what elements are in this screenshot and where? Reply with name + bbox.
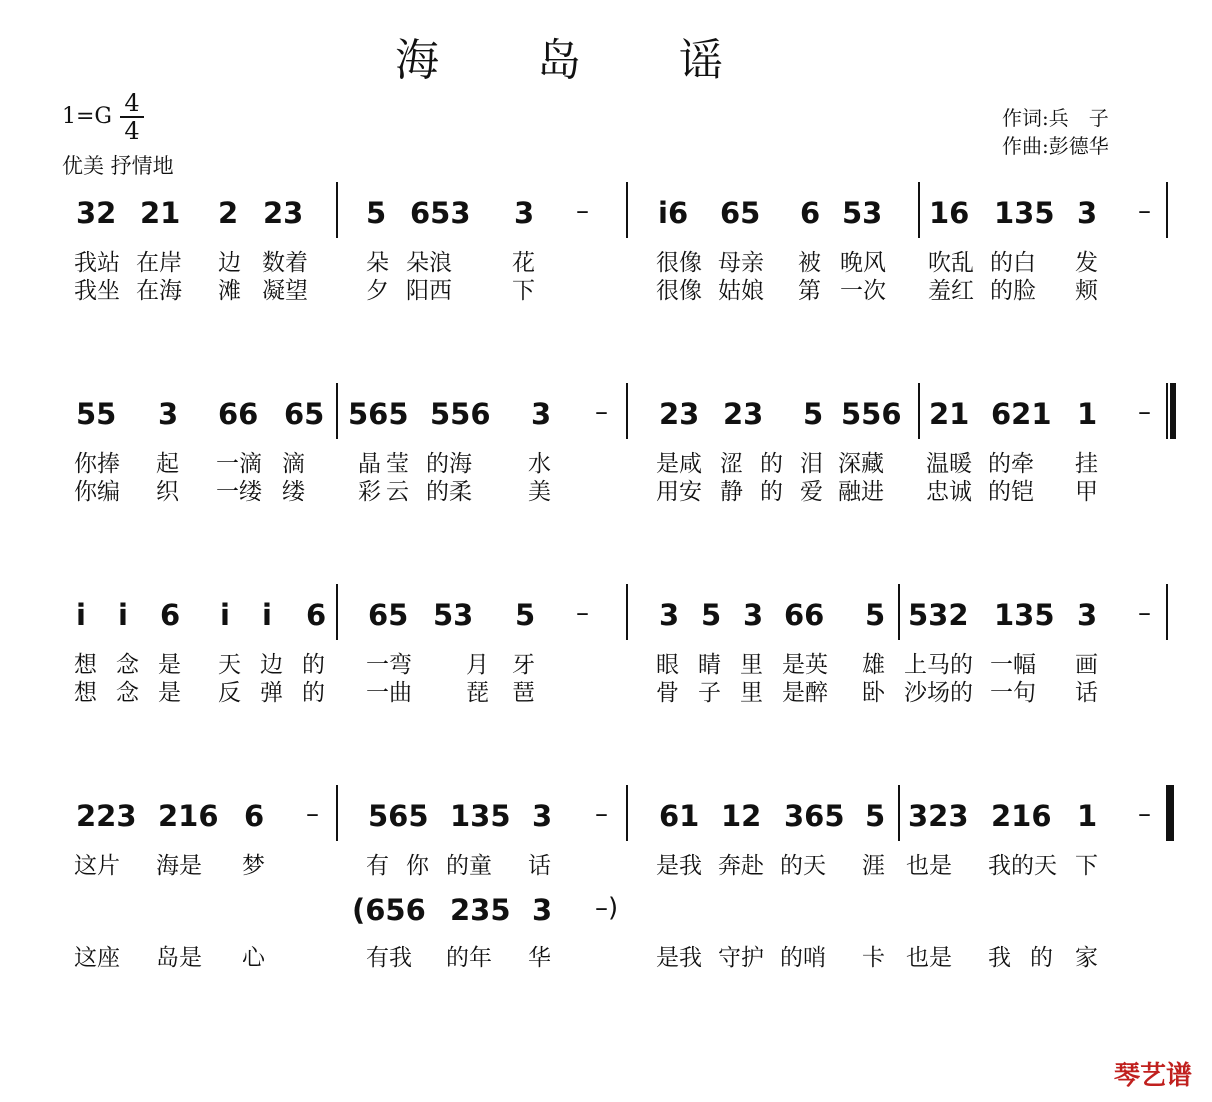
extension-dash: – [1138, 397, 1151, 427]
lyric-verse-1: 滴 [282, 451, 305, 477]
lyric-verse-2: 是醉 [782, 680, 828, 706]
lyric-verse-2: 的哨 [780, 945, 826, 971]
lyric-verse-1: 是英 [782, 652, 828, 678]
bar-line [626, 785, 628, 841]
lyric-verse-1: 梦 [242, 853, 265, 879]
lyric-verse-2: 是我 [656, 945, 702, 971]
note-group: 65 [368, 598, 409, 632]
note-group: 1 [1077, 799, 1098, 833]
lyric-verse-2: 滩 [218, 278, 241, 304]
note-group: 556 [841, 397, 902, 431]
lyric-verse-2: 羞红 [928, 278, 974, 304]
lyric-verse-2: 的年 [446, 945, 492, 971]
note-group: 6 [306, 598, 327, 632]
note-group: 5 [515, 598, 536, 632]
lyric-verse-1: 下 [1075, 853, 1098, 879]
lyric-verse-2: 反 [218, 680, 241, 706]
lyric-verse-1: 边 [218, 250, 241, 276]
lyric-verse-2: 子 [698, 680, 721, 706]
lyric-verse-1: 画 [1075, 652, 1098, 678]
bar-line [336, 584, 338, 640]
lyric-verse-1: 眼 [656, 652, 679, 678]
note-group: 21 [929, 397, 970, 431]
lyric-verse-1: 涩 [720, 451, 743, 477]
end-bar-line [1166, 182, 1168, 238]
lyric-verse-1: 的天 [780, 853, 826, 879]
composer-credit: 作曲:彭德华 [1002, 134, 1109, 158]
extension-dash: – [1138, 598, 1151, 628]
note-group: 23 [659, 397, 700, 431]
alt-ending-note: (656 [352, 893, 426, 927]
note-group: 1 [1077, 397, 1098, 431]
note-group: 3 [659, 598, 680, 632]
lyric-verse-1: 月 [466, 652, 489, 678]
note-group: 5 [865, 799, 886, 833]
lyric-verse-2: 是 [158, 680, 181, 706]
lyric-verse-1: 晚风 [840, 250, 886, 276]
note-group: i [76, 598, 86, 632]
lyric-verse-1: 数着 [262, 250, 308, 276]
end-bar-line [1166, 383, 1168, 439]
extension-dash: – [306, 799, 319, 829]
lyric-verse-2: 骨 [656, 680, 679, 706]
lyric-verse-1: 晶 [358, 451, 381, 477]
lyric-verse-1: 温暖 [926, 451, 972, 477]
note-group: 556 [430, 397, 491, 431]
bar-line [918, 383, 920, 439]
lyric-verse-1: 的海 [426, 451, 472, 477]
lyric-verse-1: 朵 [366, 250, 389, 276]
note-group: 65 [284, 397, 325, 431]
lyric-verse-1: 莹 [386, 451, 409, 477]
lyric-verse-1: 的 [760, 451, 783, 477]
qinyipu-logo: 琴艺谱 [1113, 1061, 1192, 1091]
lyric-verse-1: 的童 [446, 853, 492, 879]
lyric-verse-1: 也是 [906, 853, 952, 879]
extension-dash: – [576, 196, 589, 226]
note-group: i6 [658, 196, 689, 230]
time-signature-top: 4 [124, 89, 140, 117]
lyric-verse-1: 是 [158, 652, 181, 678]
lyric-verse-2: 颊 [1075, 278, 1098, 304]
note-group: 53 [842, 196, 883, 230]
lyric-verse-2: 家 [1075, 945, 1098, 971]
lyric-verse-1: 涯 [862, 853, 885, 879]
lyric-verse-2: 这座 [74, 945, 120, 971]
lyric-verse-2: 缕 [282, 479, 305, 505]
lyric-verse-2: 甲 [1075, 479, 1098, 505]
lyric-verse-2: 琶 [512, 680, 535, 706]
lyric-verse-2: 卡 [862, 945, 885, 971]
note-group: 23 [263, 196, 304, 230]
lyric-verse-1: 一幅 [990, 652, 1036, 678]
lyric-verse-1: 吹乱 [928, 250, 974, 276]
lyric-verse-1: 挂 [1075, 451, 1098, 477]
lyric-verse-2: 爱 [800, 479, 823, 505]
note-group: 3 [743, 598, 764, 632]
lyric-verse-1: 在岸 [136, 250, 182, 276]
lyric-verse-1: 我站 [74, 250, 120, 276]
lyric-verse-2: 话 [1075, 680, 1098, 706]
bar-line [898, 785, 900, 841]
lyric-verse-2: 的脸 [990, 278, 1036, 304]
note-group: 3 [1077, 598, 1098, 632]
lyric-verse-2: 华 [528, 945, 551, 971]
note-group: 5 [701, 598, 722, 632]
repeat-bar-thick [1170, 383, 1176, 439]
lyric-verse-2: 在海 [136, 278, 182, 304]
lyric-verse-1: 是咸 [656, 451, 702, 477]
extension-dash: – [1138, 799, 1151, 829]
extension-dash: – [595, 397, 608, 427]
lyric-verse-2: 有我 [366, 945, 412, 971]
note-group: 5 [366, 196, 387, 230]
lyric-verse-2: 织 [156, 479, 179, 505]
note-group: 216 [158, 799, 219, 833]
lyric-verse-2: 云 [386, 479, 409, 505]
lyric-verse-1: 有 [366, 853, 389, 879]
note-group: 23 [723, 397, 764, 431]
lyric-verse-2: 夕 [366, 278, 389, 304]
bar-line [336, 785, 338, 841]
lyric-verse-1: 发 [1075, 250, 1098, 276]
bar-line [626, 584, 628, 640]
lyric-verse-1: 雄 [862, 652, 885, 678]
lyric-verse-2: 想 [74, 680, 97, 706]
lyric-verse-1: 的 [302, 652, 325, 678]
lyric-verse-2: 阳西 [406, 278, 452, 304]
lyric-verse-1: 母亲 [718, 250, 764, 276]
lyric-verse-2: 守护 [718, 945, 764, 971]
lyric-verse-2: 一句 [990, 680, 1036, 706]
bar-line [626, 182, 628, 238]
note-group: 565 [368, 799, 429, 833]
lyric-verse-2: 我坐 [74, 278, 120, 304]
lyric-verse-1: 深藏 [838, 451, 884, 477]
lyric-verse-1: 起 [156, 451, 179, 477]
lyric-verse-1: 的白 [990, 250, 1036, 276]
note-group: 2 [218, 196, 239, 230]
lyric-verse-2: 的 [1030, 945, 1053, 971]
note-group: 61 [659, 799, 700, 833]
lyric-verse-1: 的牵 [988, 451, 1034, 477]
lyric-verse-1: 被 [798, 250, 821, 276]
lyric-verse-2: 念 [116, 680, 139, 706]
note-group: 532 [908, 598, 969, 632]
note-group: 66 [784, 598, 825, 632]
note-group: 16 [929, 196, 970, 230]
bar-line [626, 383, 628, 439]
lyric-verse-1: 我的天 [988, 853, 1057, 879]
note-group: 21 [140, 196, 181, 230]
lyric-verse-2: 下 [512, 278, 535, 304]
lyric-verse-1: 朵浪 [406, 250, 452, 276]
lyric-verse-1: 一滴 [216, 451, 262, 477]
lyric-verse-1: 海是 [156, 853, 202, 879]
lyric-verse-2: 的铠 [988, 479, 1034, 505]
time-signature-bottom: 4 [124, 117, 140, 145]
lyric-verse-1: 牙 [512, 652, 535, 678]
lyric-verse-2: 我 [988, 945, 1011, 971]
extension-dash: – [576, 598, 589, 628]
lyric-verse-2: 用安 [656, 479, 702, 505]
bar-line [918, 182, 920, 238]
lyricist-credit: 作词:兵 子 [1002, 106, 1109, 130]
lyric-verse-2: 心 [242, 945, 265, 971]
lyric-verse-1: 这片 [74, 853, 120, 879]
tempo-marking: 优美 抒情地 [62, 154, 174, 178]
lyric-verse-2: 融进 [838, 479, 884, 505]
repeat-bar-thick [1168, 785, 1174, 841]
note-group: 565 [348, 397, 409, 431]
extension-dash: – [1138, 196, 1151, 226]
lyric-verse-2: 的 [760, 479, 783, 505]
note-group: 323 [908, 799, 969, 833]
note-group: i [262, 598, 272, 632]
lyric-verse-1: 上马的 [904, 652, 973, 678]
note-group: 12 [721, 799, 762, 833]
note-group: 3 [531, 397, 552, 431]
note-group: 135 [994, 196, 1055, 230]
end-bar-line [1166, 584, 1168, 640]
note-group: 53 [433, 598, 474, 632]
extension-dash: – [595, 799, 608, 829]
note-group: 55 [76, 397, 117, 431]
note-group: 6 [800, 196, 821, 230]
lyric-verse-2: 一缕 [216, 479, 262, 505]
lyric-verse-1: 边 [260, 652, 283, 678]
note-group: i [220, 598, 230, 632]
bar-line [336, 182, 338, 238]
lyric-verse-1: 奔赴 [718, 853, 764, 879]
lyric-verse-2: 很像 [656, 278, 702, 304]
note-group: 66 [218, 397, 259, 431]
note-group: 223 [76, 799, 137, 833]
lyric-verse-1: 是我 [656, 853, 702, 879]
lyric-verse-2: 也是 [906, 945, 952, 971]
note-group: 5 [803, 397, 824, 431]
note-group: 216 [991, 799, 1052, 833]
bar-line [898, 584, 900, 640]
lyric-verse-2: 弹 [260, 680, 283, 706]
note-group: i [118, 598, 128, 632]
note-group: 32 [76, 196, 117, 230]
lyric-verse-2: 凝望 [262, 278, 308, 304]
lyric-verse-2: 卧 [862, 680, 885, 706]
lyric-verse-1: 睛 [698, 652, 721, 678]
time-signature [118, 90, 146, 144]
lyric-verse-2: 里 [740, 680, 763, 706]
lyric-verse-1: 你 [406, 853, 429, 879]
note-group: 653 [410, 196, 471, 230]
note-group: 5 [865, 598, 886, 632]
lyric-verse-1: 水 [528, 451, 551, 477]
note-group: 6 [244, 799, 265, 833]
lyric-verse-1: 念 [116, 652, 139, 678]
lyric-verse-2: 第 [798, 278, 821, 304]
note-group: 65 [720, 196, 761, 230]
lyric-verse-1: 很像 [656, 250, 702, 276]
note-group: 135 [994, 598, 1055, 632]
note-group: 621 [991, 397, 1052, 431]
lyric-verse-2: 的柔 [426, 479, 472, 505]
lyric-verse-2: 一次 [840, 278, 886, 304]
note-group: 3 [1077, 196, 1098, 230]
bar-line [336, 383, 338, 439]
lyric-verse-2: 忠诚 [926, 479, 972, 505]
alt-ending-note: 235 [450, 893, 511, 927]
note-group: 6 [160, 598, 181, 632]
note-group: 135 [450, 799, 511, 833]
lyric-verse-1: 你捧 [74, 451, 120, 477]
alt-ending-note: –) [595, 893, 619, 923]
lyric-verse-2: 岛是 [156, 945, 202, 971]
lyric-verse-1: 想 [74, 652, 97, 678]
lyric-verse-1: 话 [528, 853, 551, 879]
lyric-verse-2: 美 [528, 479, 551, 505]
note-group: 3 [532, 799, 553, 833]
lyric-verse-2: 彩 [358, 479, 381, 505]
lyric-verse-2: 沙场的 [904, 680, 973, 706]
lyric-verse-2: 琵 [466, 680, 489, 706]
lyric-verse-2: 静 [720, 479, 743, 505]
note-group: 3 [514, 196, 535, 230]
lyric-verse-1: 里 [740, 652, 763, 678]
lyric-verse-2: 的 [302, 680, 325, 706]
lyric-verse-1: 一弯 [366, 652, 412, 678]
note-group: 365 [784, 799, 845, 833]
song-title: 海 岛 谣 [395, 35, 765, 86]
alt-ending-note: 3 [532, 893, 553, 927]
lyric-verse-2: 姑娘 [718, 278, 764, 304]
lyric-verse-2: 一曲 [366, 680, 412, 706]
note-group: 3 [158, 397, 179, 431]
key-signature: 1=G [62, 104, 113, 129]
lyric-verse-1: 花 [512, 250, 535, 276]
lyric-verse-1: 天 [218, 652, 241, 678]
lyric-verse-1: 泪 [800, 451, 823, 477]
lyric-verse-2: 你编 [74, 479, 120, 505]
